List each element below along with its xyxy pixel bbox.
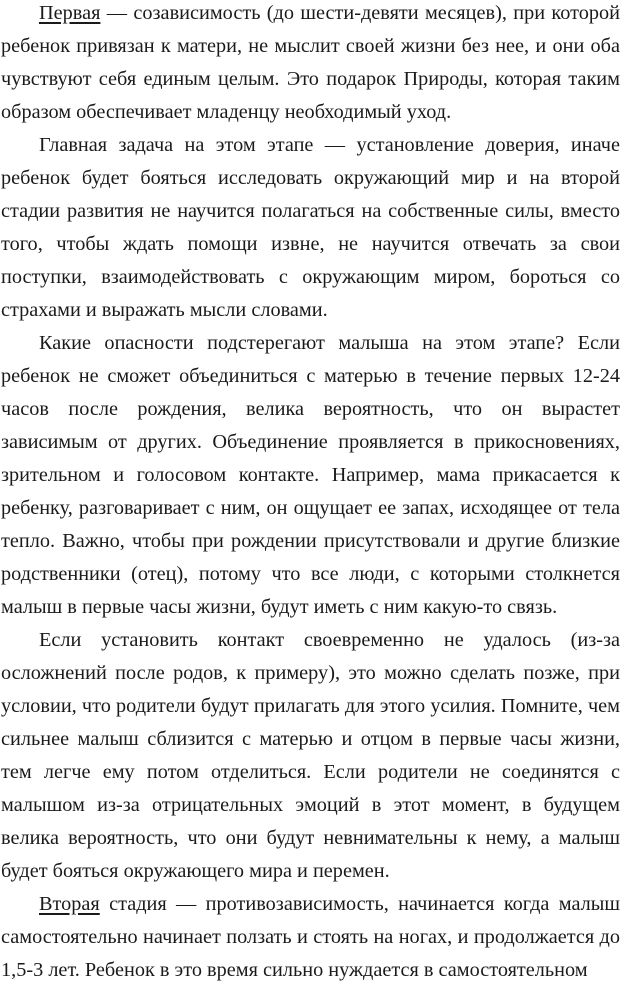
paragraph-text: стадия — противозависимость, начинается когда малыш самостоятельно начинает ползать и стоять на ногах, и продолжается до 1,5-3 лет. Ребенок в это время сильно нуждается в самостоятельном (1, 893, 620, 981)
term-second: Вторая (39, 893, 100, 915)
paragraph-main-task (1, 129, 620, 327)
term-first: Первая (39, 2, 101, 24)
paragraph-text: Главная задача на этом этапе — установление доверия, иначе ребенок будет бояться исследовать окружающий мир и на второй стадии развития не научится полагаться на собственные силы, вместо того, чтобы ждать помощи извне, не научится отвечать за свои поступки, взаимодействовать с окружающим миром, бороться со страхами и выражать мысли словами. (1, 134, 620, 321)
paragraph-dangers (1, 327, 620, 624)
paragraph-text: Какие опасности подстерегают малыша на этом этапе? Если ребенок не сможет объединиться с матерью в течение первых 12-24 часов после рождения, велика вероятность, что он вырастет зависимым от других. Объединение проявляется в прикосновениях, зрительном и голосовом контакте. Например, мама прикасается к ребенку, разговаривает с ним, он ощущает ее запах, исходящее от тела тепло. Важно, чтобы при рождении присутствовали и другие близкие родственники (отец), потому что все люди, с которыми столкнется малыш в первые часы жизни, будут иметь с ним какую-то связь. (1, 332, 620, 618)
paragraph-contact (1, 624, 620, 888)
paragraph-text: — созависимость (до шести-девяти месяцев), при которой ребенок привязан к матери, не мыслит своей жизни без нее, и они оба чувствуют себя единым целым. Это подарок Природы, которая таким образом обеспечивает младенцу необходимый уход. (1, 2, 620, 123)
paragraph-second-stage (1, 888, 620, 987)
paragraph-text: Если установить контакт своевременно не удалось (из-за осложнений после родов, к примеру), это можно сделать позже, при условии, что родители будут прилагать для этого усилия. Помните, чем сильнее малыш сблизится с матерью и отцом в первые часы жизни, тем легче ему потом отделиться. Если родители не соединятся с малышом из-за отрицательных эмоций в этот момент, в будущем велика вероятность, что они будут невнимательны к нему, а малыш будет бояться окружающего мира и перемен. (1, 629, 620, 882)
paragraph-first-stage (1, 0, 620, 129)
